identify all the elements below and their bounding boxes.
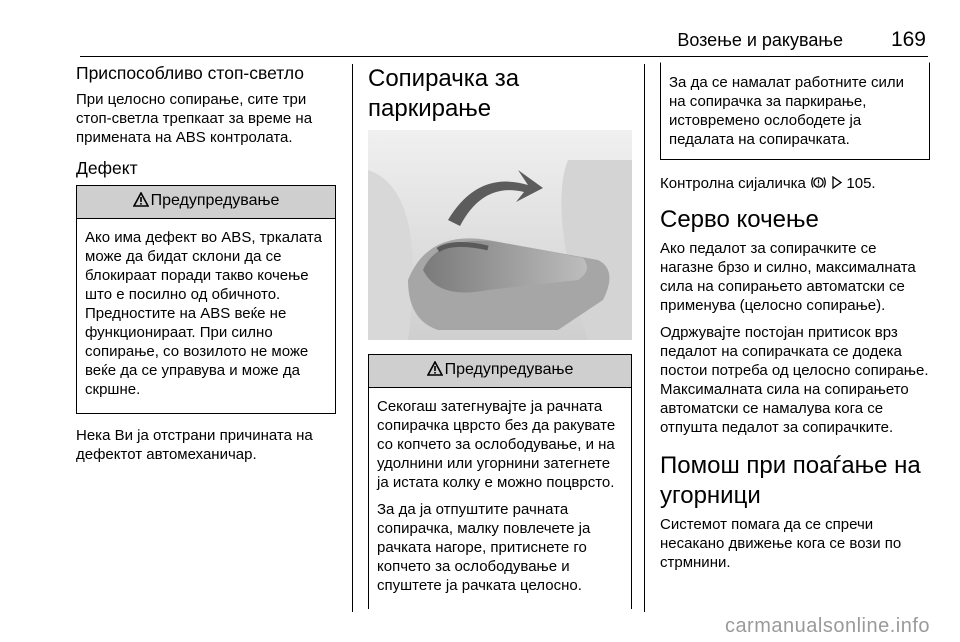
column-left <box>76 62 336 472</box>
section-heading: Серво кочење <box>660 206 819 233</box>
section-heading: Дефект <box>76 158 138 178</box>
paragraph: Системот помага да се спречи несакано движење кога се вози по стрмнини. <box>660 516 902 571</box>
page-number: 169 <box>890 28 926 51</box>
column-right <box>660 62 930 580</box>
warning-box <box>368 354 632 609</box>
control-lamp-reference <box>660 174 930 193</box>
page-reference: 105. <box>846 175 876 192</box>
warning-text: За да ја отпуштите рачната сопирачка, малку повлечете ја рачката нагоре, притиснете го копчето за ослободување и спуштете ја рачката целосно. <box>377 501 591 594</box>
warning-text: За да се намалат работните сили на сопирачка за паркирање, истовремено ослободете ја педалата на сопирачката. <box>669 74 904 148</box>
parking-brake-illustration <box>368 130 632 340</box>
control-lamp-label: Контролна сијаличка <box>660 175 806 192</box>
header-title: Возење и ракување <box>677 30 843 50</box>
warning-header <box>369 355 631 388</box>
section-heading: Помош при поаѓање на угорници <box>660 452 921 509</box>
page-reference-icon <box>831 176 842 189</box>
parking-brake-lever-icon <box>368 130 632 340</box>
paragraph: При целосно сопирање, сите три стоп-светла трепкаат за време на примената на ABS контролата. <box>76 91 313 146</box>
section-heading: Сопирачка за паркирање <box>368 65 520 122</box>
warning-text: Ако има дефект во ABS, тркалата може да бидат склони да се блокираат поради такво кочење што е посилно од обичното. Предностите на ABS веќе не функционираат. При силно сопирање, со возилото не може веќе да се управува и може да скршне. <box>85 229 322 398</box>
warning-triangle-icon <box>427 361 443 376</box>
paragraph: Нека Ви ја отстрани причината на дефектот автомеханичар. <box>76 427 313 463</box>
brake-lamp-icon <box>810 175 827 190</box>
page-header <box>0 0 960 60</box>
section-heading: Приспособливо стоп-светло <box>76 63 305 83</box>
warning-title: Предупредување <box>150 192 280 209</box>
warning-title: Предупредување <box>444 361 574 378</box>
paragraph: Ако педалот за сопирачките се нагазне брзо и силно, максималната сила на сопирањето автоматски се применува (целосно сопирање). <box>660 240 916 314</box>
warning-box <box>76 185 336 414</box>
warning-triangle-icon <box>133 192 149 207</box>
header-rule <box>80 56 928 57</box>
warning-text: Секогаш затегнувајте ја рачната сопирачка цврсто без да ракувате со копчето за ослободување, и на удолнини или угорнини затегнете ја истата колку е можно поцврсто. <box>377 398 616 491</box>
column-divider <box>644 64 645 612</box>
warning-header <box>77 186 335 219</box>
paragraph: Одржувајте постојан притисок врз педалот на сопирачката се додека постои потреба од целосно сопирање. Максималната сила на сопирањето автоматски се намалува кога се отпушта педалот за сопирачките. <box>660 324 929 436</box>
column-middle <box>368 62 632 621</box>
warning-box-continued <box>660 62 930 160</box>
column-divider <box>352 64 353 612</box>
watermark: carmanualsonline.info <box>724 615 930 637</box>
